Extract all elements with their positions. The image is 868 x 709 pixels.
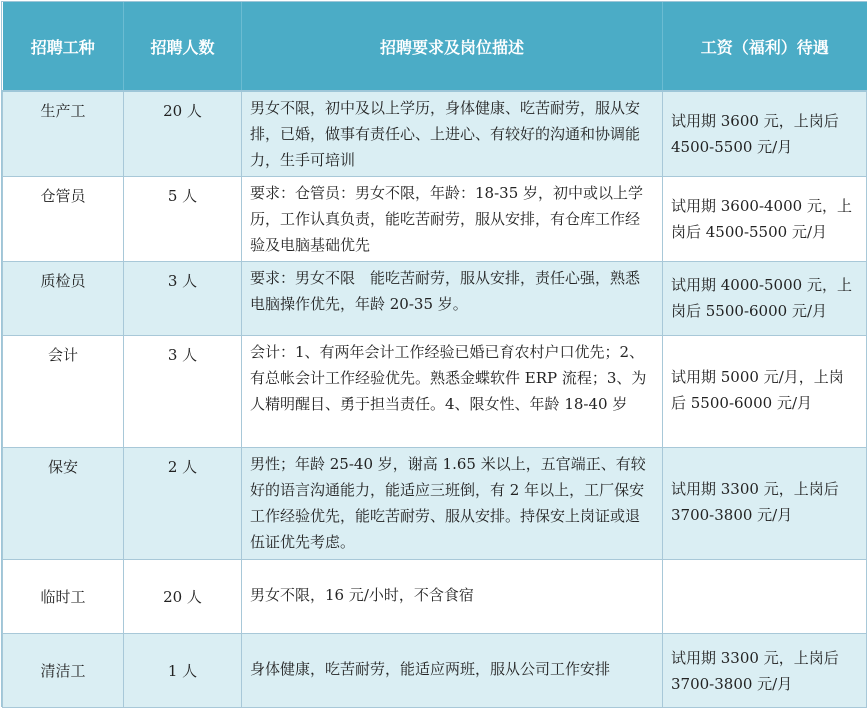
cell-job-type: 会计 (3, 336, 124, 448)
cell-count: 20 人 (124, 91, 242, 177)
cell-job-type: 清洁工 (3, 634, 124, 708)
cell-count: 1 人 (124, 634, 242, 708)
header-description: 招聘要求及岗位描述 (242, 2, 663, 91)
cell-count: 5 人 (124, 177, 242, 262)
cell-count: 3 人 (124, 336, 242, 448)
cell-job-type: 生产工 (3, 91, 124, 177)
table-row (3, 262, 867, 336)
cell-description: 会计：1、有两年会计工作经验已婚已育农村户口优先；2、有总帐会计工作经验优先。熟悉金蝶软件 ERP 流程；3、为人精明醒目、勇于担当责任。4、限女性、年龄 18-40 岁 (242, 336, 663, 448)
cell-description: 男性；年龄 25-40 岁，谢高 1.65 米以上，五官端正、有较好的语言沟通能力，能适应三班倒，有 2 年以上，工厂保安工作经验优先，能吃苦耐劳、服从安排。持保安上岗证或退伍证优先考虑。 (242, 448, 663, 560)
cell-salary: 试用期 3300 元，上岗后 3700-3800 元/月 (663, 448, 867, 560)
table-row (3, 634, 867, 708)
cell-job-type: 保安 (3, 448, 124, 560)
header-salary: 工资（福利）待遇 (663, 2, 867, 91)
recruitment-table (2, 2, 867, 708)
cell-salary: 试用期 5000 元/月，上岗后 5500-6000 元/月 (663, 336, 867, 448)
table-row (3, 336, 867, 448)
cell-salary: 试用期 4000-5000 元，上岗后 5500-6000 元/月 (663, 262, 867, 336)
recruitment-table-container (1, 1, 867, 707)
cell-count: 2 人 (124, 448, 242, 560)
cell-job-type: 仓管员 (3, 177, 124, 262)
cell-description: 身体健康，吃苦耐劳，能适应两班，服从公司工作安排 (242, 634, 663, 708)
cell-salary: 试用期 3600-4000 元，上岗后 4500-5500 元/月 (663, 177, 867, 262)
cell-job-type: 临时工 (3, 560, 124, 634)
cell-description: 要求：仓管员：男女不限，年龄：18-35 岁，初中或以上学历，工作认真负责，能吃苦耐劳，服从安排，有仓库工作经验及电脑基础优先 (242, 177, 663, 262)
table-row (3, 177, 867, 262)
cell-description: 要求：男女不限 能吃苦耐劳，服从安排，责任心强，熟悉电脑操作优先，年龄 20-35 岁。 (242, 262, 663, 336)
cell-salary (663, 560, 867, 634)
table-row (3, 91, 867, 177)
header-count: 招聘人数 (124, 2, 242, 91)
table-header-row (3, 2, 867, 91)
cell-description: 男女不限，16 元/小时，不含食宿 (242, 560, 663, 634)
table-row (3, 448, 867, 560)
cell-description: 男女不限，初中及以上学历，身体健康、吃苦耐劳，服从安排，已婚，做事有责任心、上进心、有较好的沟通和协调能力，生手可培训 (242, 91, 663, 177)
cell-count: 20 人 (124, 560, 242, 634)
cell-count: 3 人 (124, 262, 242, 336)
header-job-type: 招聘工种 (3, 2, 124, 91)
cell-job-type: 质检员 (3, 262, 124, 336)
cell-salary: 试用期 3600 元，上岗后 4500-5500 元/月 (663, 91, 867, 177)
table-row (3, 560, 867, 634)
cell-salary: 试用期 3300 元，上岗后 3700-3800 元/月 (663, 634, 867, 708)
